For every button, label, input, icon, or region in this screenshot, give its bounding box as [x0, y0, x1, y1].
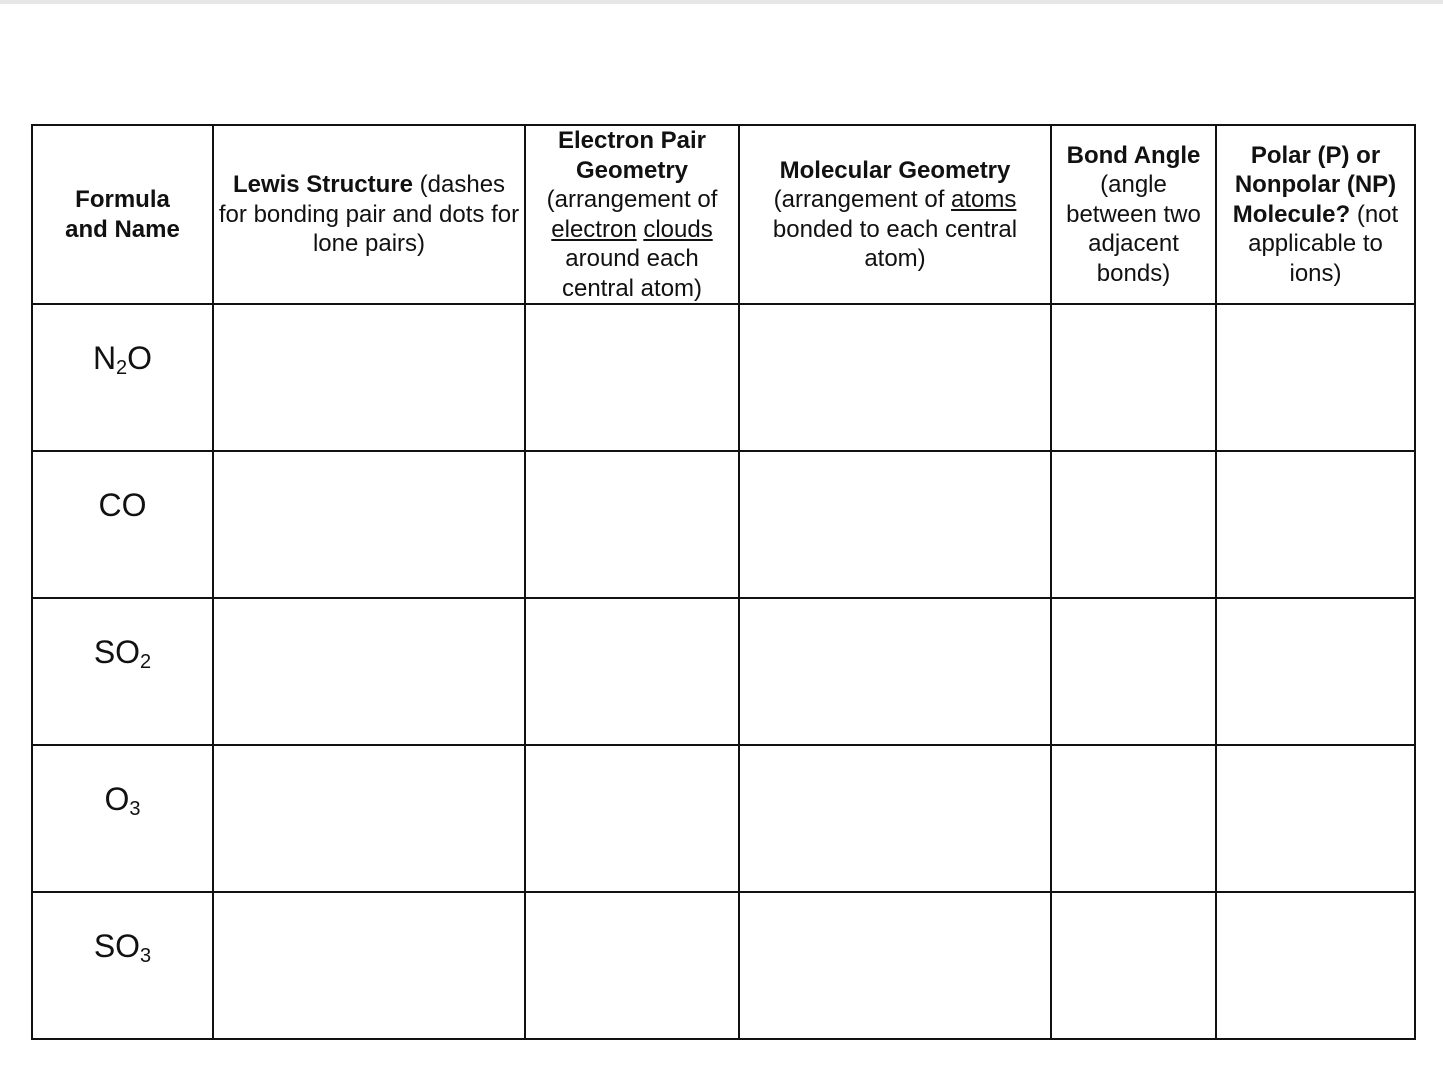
formula-label: $N_2O$	[92, 339, 153, 379]
lewis-structure-cell[interactable]	[213, 598, 525, 745]
polarity-cell[interactable]	[1216, 451, 1415, 598]
lewis-structure-cell[interactable]	[213, 451, 525, 598]
formula-label: $O_3$	[104, 780, 141, 820]
header-epg-text2: around each central atom)	[561, 245, 703, 302]
formula-label: CO	[98, 486, 147, 523]
table-row	[32, 892, 1415, 1039]
table-row	[32, 451, 1415, 598]
electron-pair-geometry-cell[interactable]	[525, 304, 739, 451]
molecular-geometry-table	[31, 124, 1416, 1040]
molecular-geometry-cell[interactable]	[739, 304, 1051, 451]
polarity-cell[interactable]	[1216, 598, 1415, 745]
table-row	[32, 304, 1415, 451]
header-mg-underline-atoms: atoms	[951, 186, 1017, 213]
molecular-geometry-cell[interactable]	[739, 598, 1051, 745]
table-row	[32, 745, 1415, 892]
formula-cell	[32, 892, 213, 1039]
header-lewis-note: (dashes for bonding pair and dots for lone pairs)	[218, 171, 520, 258]
lewis-structure-cell[interactable]	[213, 892, 525, 1039]
bond-angle-cell[interactable]	[1051, 451, 1216, 598]
header-row	[32, 125, 1415, 304]
electron-pair-geometry-cell[interactable]	[525, 745, 739, 892]
header-electron-pair-geometry	[525, 125, 739, 304]
molecular-geometry-cell[interactable]	[739, 745, 1051, 892]
electron-pair-geometry-cell[interactable]	[525, 892, 739, 1039]
electron-pair-geometry-cell[interactable]	[525, 451, 739, 598]
polarity-cell[interactable]	[1216, 745, 1415, 892]
bond-angle-cell[interactable]	[1051, 304, 1216, 451]
header-formula-label: Formula and Name	[65, 186, 180, 243]
header-bond-angle	[1051, 125, 1216, 304]
formula-label: $SO_3$	[93, 927, 152, 967]
header-formula	[32, 125, 213, 304]
header-lewis-structure	[213, 125, 525, 304]
formula-label: $SO_2$	[93, 633, 152, 673]
table-row	[32, 598, 1415, 745]
header-epg-text1: (arrangement of	[546, 186, 718, 213]
header-bond-angle-bold: Bond Angle	[1066, 141, 1201, 169]
formula-cell	[32, 745, 213, 892]
formula-cell	[32, 598, 213, 745]
header-epg-bold: Electron Pair Geometry	[557, 127, 707, 184]
header-bond-angle-note: (angle between two adjacent bonds)	[1066, 171, 1201, 287]
lewis-structure-cell[interactable]	[213, 745, 525, 892]
header-mg-text1: (arrangement of	[773, 186, 952, 213]
bond-angle-cell[interactable]	[1051, 598, 1216, 745]
electron-pair-geometry-cell[interactable]	[525, 598, 739, 745]
header-molecular-geometry	[739, 125, 1051, 304]
header-polarity-bold: Polar (P) or Nonpolar (NP) Molecule?	[1232, 141, 1397, 228]
header-polarity-note: (not applicable to ions)	[1248, 200, 1399, 287]
bond-angle-cell[interactable]	[1051, 892, 1216, 1039]
top-edge	[0, 0, 1443, 4]
molecular-geometry-cell[interactable]	[739, 451, 1051, 598]
polarity-cell[interactable]	[1216, 892, 1415, 1039]
header-polarity	[1216, 125, 1415, 304]
formula-cell	[32, 451, 213, 598]
molecular-geometry-cell[interactable]	[739, 892, 1051, 1039]
polarity-cell[interactable]	[1216, 304, 1415, 451]
header-mg-bold: Molecular Geometry	[779, 156, 1011, 184]
header-mg-text2: bonded to each central atom)	[772, 215, 1018, 272]
lewis-structure-cell[interactable]	[213, 304, 525, 451]
header-lewis-bold: Lewis Structure	[232, 171, 413, 199]
header-epg-underline-clouds: clouds	[643, 215, 713, 243]
formula-cell	[32, 304, 213, 451]
bond-angle-cell[interactable]	[1051, 745, 1216, 892]
header-epg-underline-electron: electron	[551, 215, 637, 243]
